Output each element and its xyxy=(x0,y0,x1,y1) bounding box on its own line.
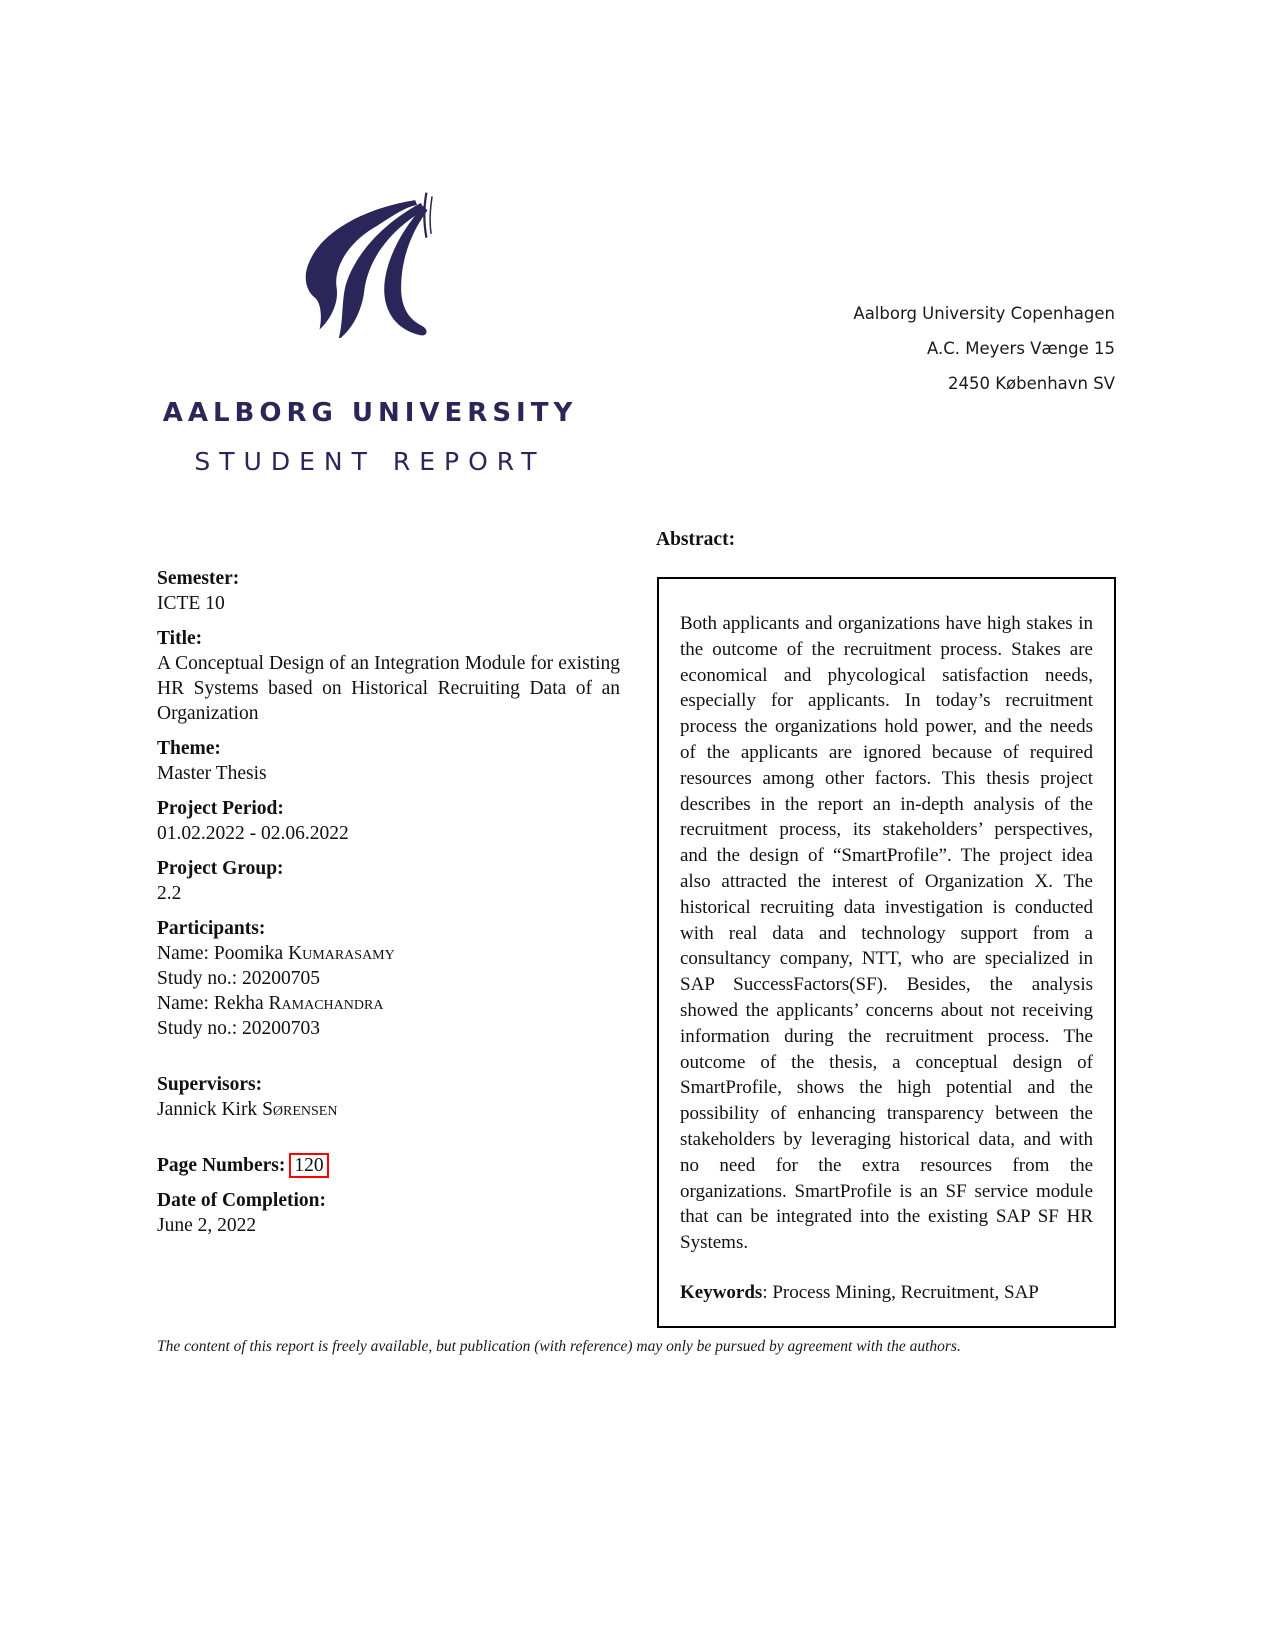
project-period-group xyxy=(157,796,620,846)
page-numbers-line xyxy=(157,1153,620,1178)
project-group-group xyxy=(157,856,620,906)
semester-label: Semester: xyxy=(157,568,240,589)
report-details xyxy=(157,566,620,1248)
page-numbers-group xyxy=(157,1153,620,1178)
semester-value: ICTE 10 xyxy=(157,593,225,614)
title-value: A Conceptual Design of an Integration Module for existing HR Systems based on Historical Recruiting Data of an Organization xyxy=(157,653,620,724)
supervisor-surname: Sørensen xyxy=(262,1099,338,1120)
participant-2-name-prefix: Name: Rekha xyxy=(157,993,269,1014)
footer-note: The content of this report is freely available, but publication (with reference) may only be pursued by agreement with the authors. xyxy=(157,1338,961,1355)
supervisor-name xyxy=(157,1097,620,1122)
address-block xyxy=(853,296,1115,401)
supervisor-name-prefix: Jannick Kirk xyxy=(157,1099,263,1120)
address-line-3: 2450 København SV xyxy=(947,374,1115,393)
theme-label: Theme: xyxy=(157,738,221,759)
abstract-heading: Abstract: xyxy=(656,529,736,550)
brand-report-wordmark: STUDENT REPORT xyxy=(194,447,546,476)
participant-2-study-no: Study no.: 20200703 xyxy=(157,1018,321,1039)
participant-2-name xyxy=(157,991,620,1016)
supervisors-label: Supervisors: xyxy=(157,1074,263,1095)
completion-group xyxy=(157,1188,620,1238)
participant-2-surname: Ramachandra xyxy=(268,993,384,1014)
abstract-body: Both applicants and organizations have high stakes in the outcome of the recruitment process. Stakes are economical and phycological satisfaction needs, especially for applicants. In today’s recruitment process the organizations hold power, and the needs of the applicants are ignored because of required resources among other factors. This thesis project describes in the report an in-depth analysis of the recruitment process, its stakeholders’ perspectives, and the design of “SmartProfile”. The project idea also attracted the interest of Organization X. The historical recruiting data investigation is conducted with real data and technology support from a consultancy company, NTT, who are specialized in SAP SuccessFactors(SF). Besides, the analysis showed the applicants’ concerns about not receiving information during the recruitment process. The outcome of the thesis, a conceptual design of SmartProfile, shows the high potential and the possibility of enhancing transparency between the stakeholders by leveraging historical data, and with no need for the extra resources from the organizations. SmartProfile is an SF service module that can be integrated into the existing SAP SF HR Systems. xyxy=(680,613,1093,1254)
participant-1-surname: Kumarasamy xyxy=(288,943,395,964)
page-numbers-label: Page Numbers: xyxy=(157,1155,286,1176)
theme-value: Master Thesis xyxy=(157,763,267,784)
completion-label: Date of Completion: xyxy=(157,1190,326,1211)
aau-swan-logo xyxy=(283,186,433,338)
project-group-value: 2.2 xyxy=(157,883,182,904)
participant-1-study-no: Study no.: 20200705 xyxy=(157,968,321,989)
project-group-label: Project Group: xyxy=(157,858,284,879)
theme-group xyxy=(157,736,620,786)
keywords-value: : Process Mining, Recruitment, SAP xyxy=(762,1281,1039,1303)
supervisors-group xyxy=(157,1072,620,1122)
address-line-2: A.C. Meyers Vænge 15 xyxy=(927,339,1115,358)
title-group xyxy=(157,626,620,726)
title-label: Title: xyxy=(157,628,203,649)
participants-group xyxy=(157,916,620,1041)
completion-value: June 2, 2022 xyxy=(157,1215,257,1236)
semester-group xyxy=(157,566,620,616)
keywords-label: Keywords xyxy=(680,1281,763,1303)
participant-1-name-prefix: Name: Poomika xyxy=(157,943,289,964)
participants-label: Participants: xyxy=(157,918,266,939)
abstract-box xyxy=(657,577,1116,1328)
page-number-link[interactable]: 120 xyxy=(289,1153,328,1178)
participant-1-name xyxy=(157,941,620,966)
address-line-1: Aalborg University Copenhagen xyxy=(853,304,1115,323)
project-period-value: 01.02.2022 - 02.06.2022 xyxy=(157,823,349,844)
project-period-label: Project Period: xyxy=(157,798,284,819)
abstract-keywords xyxy=(680,1280,1093,1306)
brand-university-wordmark: AALBORG UNIVERSITY xyxy=(162,398,578,428)
